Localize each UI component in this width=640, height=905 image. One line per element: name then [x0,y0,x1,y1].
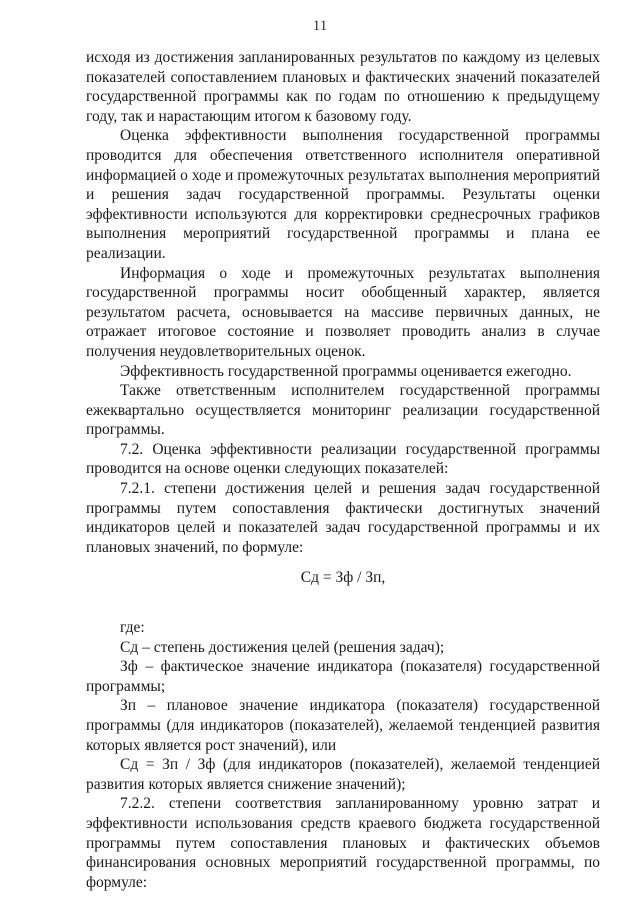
definition-zp: Зп – плановое значение индикатора (показателя) государственной программы (для индикаторов (показателей), желаемой тенденцией развития которых является рост значений), или [86,697,600,754]
paragraph-continuation: исходя из достижения запланированных результатов по каждому из целевых показателей сопоставлением плановых и фактических значений показателей государственной программы как по годам по отношению к предыдущему году, так и нарастающим итогом к базовому году. [86,49,600,125]
paragraph-information-nature: Информация о ходе и промежуточных результатах выполнения государственной программы носит обобщенный характер, является результатом расчета, основывается на массиве первичных данных, не отражает итоговое состояние и позволяет проводить анализ в случае получения неудовлетворительных оценок. [86,264,600,360]
paragraph-annual-evaluation: Эффективность государственной программы оценивается ежегодно. [120,362,572,380]
paragraph-section-7-2-1: 7.2.1. степени достижения целей и решения задач государственной программы путем сопоставления фактически достигнутых значений индикаторов целей и показателей задач государственной программы и их плановых значений, по формуле: [86,480,600,556]
paragraph-evaluation-purpose: Оценка эффективности выполнения государственной программы проводится для обеспечения ответственного исполнителя оперативной информацией о ходе и промежуточных результатах выполнения мероприятий и решения задач государственной программы. Результаты оценки эффективности используются для корректировки среднесрочных графиков выполнения мероприятий государственной программы и плана ее реализации. [86,127,600,262]
paragraph-section-7-2: 7.2. Оценка эффективности реализации государственной программы проводится на основе оценки следующих показателей: [86,440,600,478]
definition-sd-alt: Сд = Зп / Зф (для индикаторов (показателей), желаемой тенденцией развития которых является снижение значений); [86,756,600,793]
formula: Сд = Зф / Зп, [300,569,386,587]
paragraph-section-7-2-2: 7.2.2. степени соответствия запланированному уровню затрат и эффективности использования средств краевого бюджета государственной программы путем сопоставления плановых и фактических объемов финансирования основных мероприятий государственной программы, по формуле: [86,795,600,891]
page-number: 11 [312,18,328,34]
definition-sd: Сд – степень достижения целей (решения задач); [120,638,445,656]
definition-zf: Зф – фактическое значение индикатора (показателя) государственной программы; [86,658,600,695]
paragraph-quarterly-monitoring: Также ответственным исполнителем государственной программы ежеквартально осуществляется мониторинг реализации государственной программы. [86,382,600,439]
where-label: где: [120,619,145,637]
document-body [86,48,600,892]
